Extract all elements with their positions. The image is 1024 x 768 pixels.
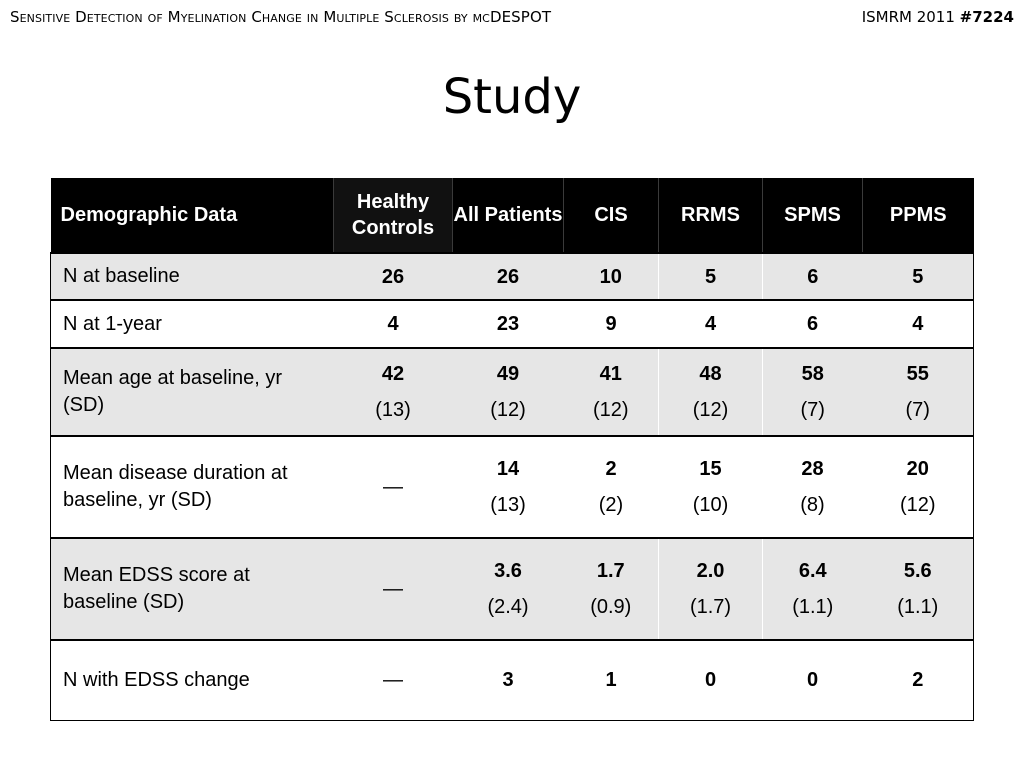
table-cell <box>453 253 564 300</box>
cell-value: 6 <box>807 265 819 288</box>
table-cell <box>863 300 974 348</box>
table-cell <box>453 300 564 348</box>
table-cell <box>659 436 763 538</box>
table-cell <box>763 348 863 436</box>
cell-value: 4 <box>912 313 924 335</box>
cell-value: 15 <box>699 458 722 480</box>
cell-value: — <box>383 669 403 692</box>
cell-value: 48 <box>699 363 722 385</box>
table-row <box>51 538 974 640</box>
table-cell <box>564 348 659 436</box>
table-cell <box>863 348 974 436</box>
cell-value: 5 <box>912 265 924 288</box>
table-cell <box>564 640 659 720</box>
cell-value: 2 <box>912 669 924 692</box>
cell-value: 58 <box>801 363 824 385</box>
table-cell <box>564 300 659 348</box>
table-cell <box>863 640 974 720</box>
header-abstract-number: #7224 <box>959 8 1014 26</box>
col-header-rrms: RRMS <box>659 178 763 253</box>
cell-sd: (12) <box>899 494 936 516</box>
header-conference <box>862 8 1014 26</box>
col-header-spms: SPMS <box>763 178 863 253</box>
cell-sd: (2) <box>598 494 624 516</box>
table-cell <box>334 538 453 640</box>
cell-value: — <box>383 476 403 498</box>
slide-title: Study <box>442 69 582 125</box>
cell-sd: (12) <box>592 399 629 421</box>
cell-value: 0 <box>806 669 819 692</box>
table-cell <box>334 300 453 348</box>
table-cell <box>763 640 863 720</box>
table-cell <box>659 253 763 300</box>
cell-sd: (1.1) <box>792 596 834 618</box>
cell-value: — <box>383 578 403 600</box>
table-cell <box>334 436 453 538</box>
cell-value: 20 <box>906 458 929 480</box>
table-cell <box>564 253 659 300</box>
row-label: N at baseline <box>51 253 334 300</box>
table-cell <box>334 640 453 720</box>
table-row <box>51 348 974 436</box>
cell-sd: (7) <box>905 399 930 421</box>
cell-sd: (13) <box>375 399 411 421</box>
table-cell <box>863 538 974 640</box>
table-cell <box>659 300 763 348</box>
header-conference-name: ISMRM 2011 <box>861 8 960 26</box>
cell-value: 10 <box>599 265 622 288</box>
row-label: N with EDSS change <box>51 640 334 720</box>
cell-value: 1.7 <box>596 560 625 582</box>
table-cell <box>564 436 659 538</box>
cell-value: 6 <box>806 313 819 335</box>
table-cell <box>863 436 974 538</box>
slide-header <box>10 8 1014 30</box>
cell-value: 0 <box>704 669 717 692</box>
cell-value: 1 <box>605 669 617 692</box>
table-cell <box>453 640 564 720</box>
cell-sd: (12) <box>692 399 729 421</box>
cell-value: 5 <box>704 265 717 288</box>
row-label: Mean disease duration at baseline, yr (SD) <box>51 436 334 538</box>
cell-value: 6.4 <box>798 560 827 582</box>
cell-sd: (1.1) <box>897 596 939 618</box>
table-cell <box>453 538 564 640</box>
cell-value: 14 <box>496 458 520 480</box>
col-header-all-patients: All Patients <box>453 178 564 253</box>
table-cell <box>763 436 863 538</box>
col-header-cis: CIS <box>564 178 659 253</box>
cell-value: 3.6 <box>494 560 522 582</box>
table-cell <box>863 253 974 300</box>
table-cell <box>763 538 863 640</box>
table-cell <box>659 538 763 640</box>
table-row <box>51 436 974 538</box>
cell-value: 41 <box>599 363 622 385</box>
table-row <box>51 300 974 348</box>
cell-value: 4 <box>387 313 399 335</box>
cell-value: 42 <box>381 363 405 385</box>
table-cell <box>659 640 763 720</box>
cell-value: 26 <box>496 265 520 288</box>
table-cell <box>763 300 863 348</box>
table-cell <box>453 436 564 538</box>
cell-sd: (12) <box>490 399 526 421</box>
table-row <box>51 640 974 720</box>
table-cell <box>453 348 564 436</box>
col-header-healthy-controls: Healthy Controls <box>334 178 453 253</box>
cell-sd: (0.9) <box>590 596 632 618</box>
cell-value: 4 <box>704 313 717 335</box>
cell-value: 23 <box>496 313 520 335</box>
row-label: Mean EDSS score at baseline (SD) <box>51 538 334 640</box>
cell-sd: (2.4) <box>487 596 529 618</box>
cell-value: 49 <box>496 363 520 385</box>
col-header-ppms: PPMS <box>863 178 974 253</box>
table-header-row <box>51 178 974 253</box>
row-label: Mean age at baseline, yr (SD) <box>51 348 334 436</box>
table-row <box>51 253 974 300</box>
cell-value: 26 <box>381 265 405 288</box>
table-cell <box>659 348 763 436</box>
cell-value: 2.0 <box>696 560 725 582</box>
cell-sd: (10) <box>692 494 729 516</box>
table-cell <box>334 348 453 436</box>
col-header-demographic-data: Demographic Data <box>51 178 334 253</box>
header-title: Sensitive Detection of Myelination Change in Multiple Sclerosis by mcDESPOT <box>10 8 552 26</box>
cell-sd: (13) <box>490 494 526 516</box>
cell-sd: (8) <box>800 494 825 516</box>
cell-value: 55 <box>906 363 929 385</box>
cell-value: 5.6 <box>903 560 932 582</box>
cell-value: 2 <box>605 458 617 480</box>
cell-value: 3 <box>502 669 514 692</box>
table-cell <box>564 538 659 640</box>
table-cell <box>763 253 863 300</box>
cell-value: 9 <box>605 313 617 335</box>
row-label: N at 1-year <box>51 300 334 348</box>
cell-value: 28 <box>801 458 824 480</box>
cell-sd: (7) <box>800 399 825 421</box>
cell-sd: (1.7) <box>689 596 732 618</box>
table-cell <box>334 253 453 300</box>
demographics-table <box>50 178 974 721</box>
